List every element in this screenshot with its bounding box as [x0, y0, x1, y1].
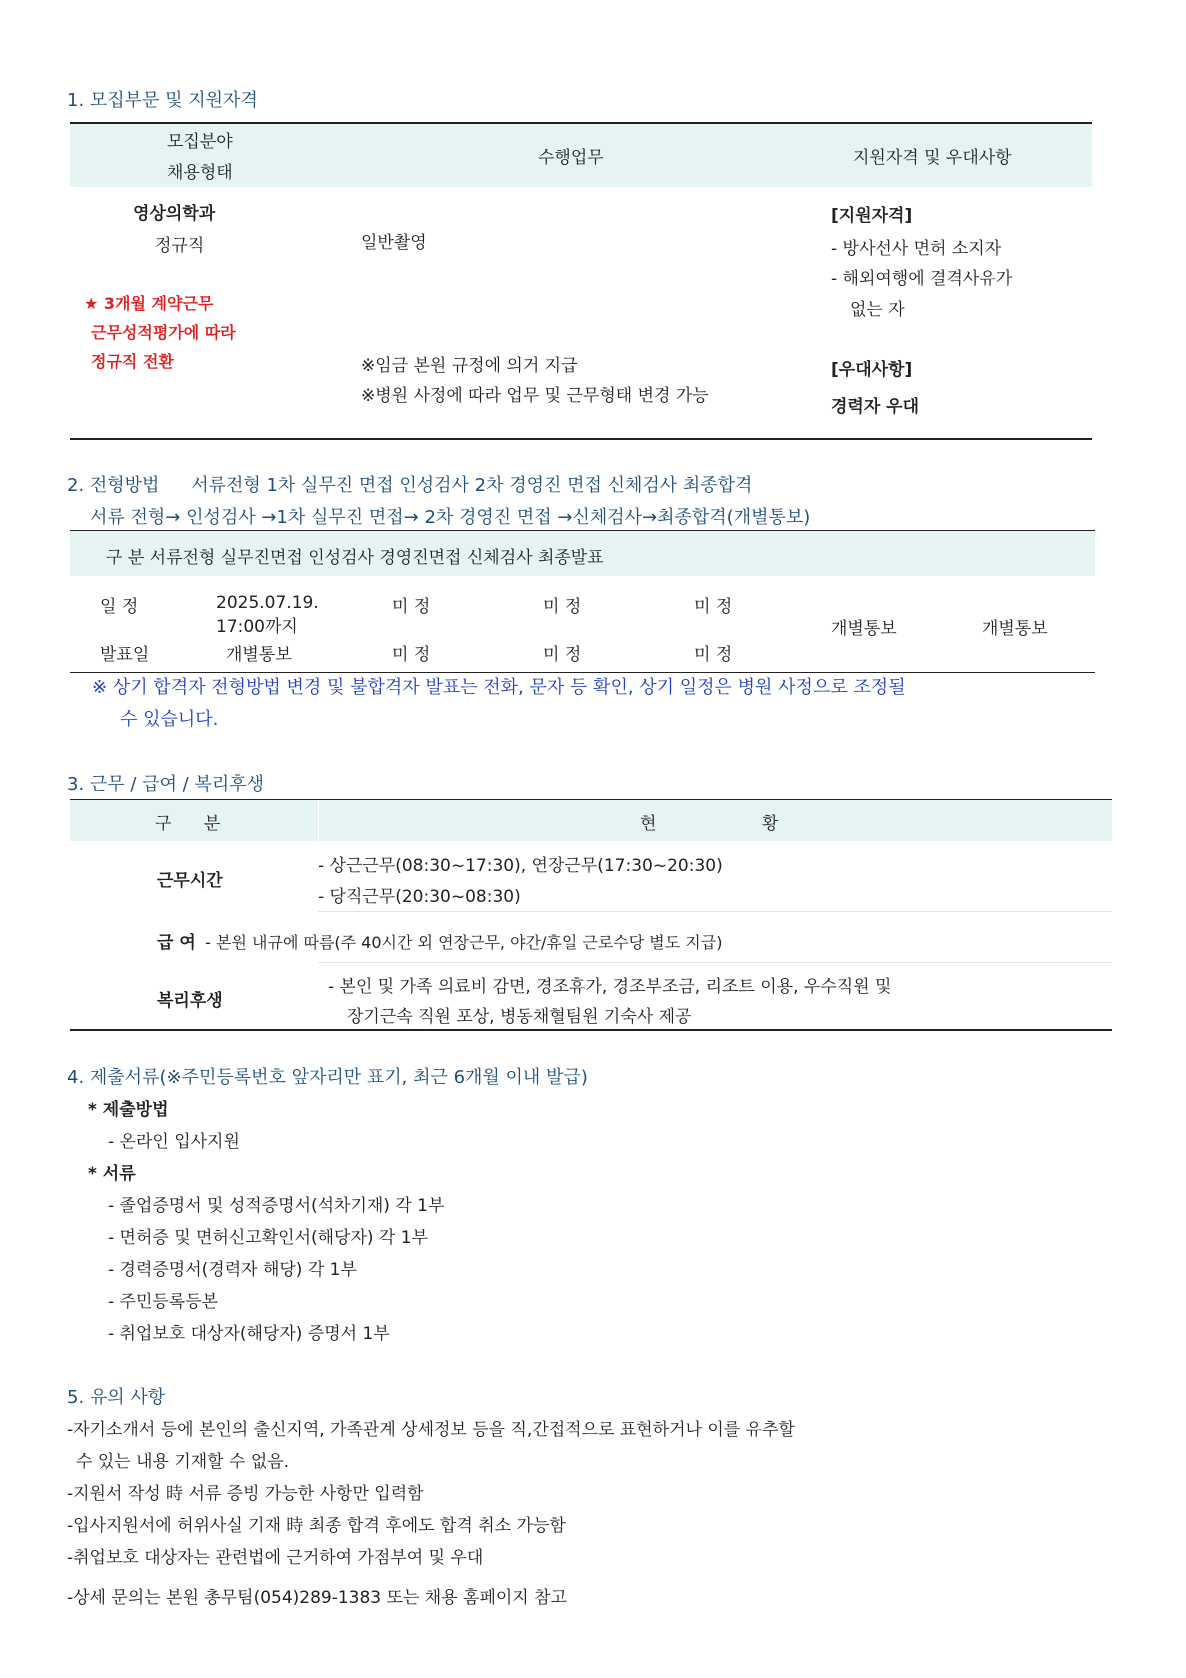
qualification-item: 없는 자 — [850, 300, 905, 320]
selection-flow: 서류 전형→ 인성검사 →1차 실무진 면접→ 2차 경영진 면접 →신체검사→최종합격(개별통보) — [90, 507, 811, 528]
announcement-cell: 미 정 — [392, 645, 431, 665]
table-3-bottom-rule — [70, 1029, 1112, 1031]
caution-line: -취업보호 대상자는 관련법에 근거하여 가점부여 및 우대 — [67, 1548, 484, 1568]
schedule-cell: 미 정 — [392, 597, 431, 617]
header-duty: 수행업무 — [538, 148, 604, 168]
caution-line: 수 있는 내용 기재할 수 없음. — [76, 1452, 290, 1472]
preference-title: [우대사항] — [831, 360, 913, 380]
header-status-b: 황 — [762, 814, 779, 834]
schedule-cell: 미 정 — [694, 597, 733, 617]
section-2-steps: 서류전형 1차 실무진 면접 인성검사 2차 경영진 면접 신체검사 최종합격 — [191, 475, 753, 496]
change-note: ※병원 사정에 따라 업무 및 근무형태 변경 가능 — [361, 386, 709, 406]
header-qualification: 지원자격 및 우대사항 — [853, 148, 1012, 168]
header-divider — [318, 800, 319, 841]
announcement-cell: 미 정 — [543, 645, 582, 665]
caution-line: -자기소개서 등에 본인의 출신지역, 가족관계 상세정보 등을 직,간접적으로 표현하거나 이를 유추할 — [67, 1420, 795, 1440]
header-type: 채용형태 — [167, 163, 233, 183]
contract-note: ★ 3개월 계약근무 — [84, 294, 214, 313]
document-item: - 면허증 및 면허신고확인서(해당자) 각 1부 — [108, 1228, 428, 1248]
announcement-cell: 개별통보 — [226, 645, 292, 665]
pay-note: ※임금 본원 규정에 의거 지급 — [361, 356, 578, 376]
contact-line: -상세 문의는 본원 총무팀(054)289-1383 또는 채용 홈페이지 참고 — [67, 1588, 567, 1608]
document-item: - 경력증명서(경력자 해당) 각 1부 — [108, 1260, 357, 1280]
caution-line: -지원서 작성 時 서류 증빙 가능한 사항만 입력함 — [67, 1484, 424, 1504]
row-divider — [318, 962, 1112, 963]
section-1-title: 1. 모집부문 및 지원자격 — [67, 90, 258, 111]
schedule-header: 구 분 서류전형 실무진면접 인성검사 경영진면접 신체검사 최종발표 — [106, 548, 604, 568]
work-hours-text: - 상근근무(08:30~17:30), 연장근무(17:30~20:30) — [318, 856, 723, 876]
welfare-label: 복리후생 — [157, 991, 223, 1011]
selection-notice: ※ 상기 합격자 전형방법 변경 및 불합격자 발표는 전화, 문자 등 확인, 상기 일정은 병원 사정으로 조정될 — [92, 677, 906, 698]
caution-line: -입사지원서에 허위사실 기재 時 최종 합격 후에도 합격 취소 가능함 — [67, 1516, 566, 1536]
welfare-text: - 본인 및 가족 의료비 감면, 경조휴가, 경조부조금, 리조트 이용, 우수직원 및 — [328, 977, 892, 997]
salary-row — [157, 928, 722, 953]
qualification-title: [지원자격] — [831, 206, 913, 226]
deadline-time: 17:00까지 — [216, 617, 298, 637]
contract-note-2: 근무성적평가에 따라 — [91, 323, 236, 342]
document-item: - 졸업증명서 및 성적증명서(석차기재) 각 1부 — [108, 1196, 445, 1216]
announcement-row-label: 발표일 — [100, 645, 150, 665]
welfare-text-2: 장기근속 직원 포상, 병동채혈팀원 기숙사 제공 — [347, 1007, 692, 1027]
header-category: 구 분 — [155, 814, 221, 834]
section-2-label: 2. 전형방법 — [67, 475, 160, 496]
section-5-title: 5. 유의 사항 — [67, 1387, 166, 1408]
selection-notice-2: 수 있습니다. — [120, 709, 219, 730]
section-3-title: 3. 근무 / 급여 / 복리후생 — [67, 774, 265, 795]
section-2-title — [67, 471, 752, 497]
work-hours-text: - 당직근무(20:30~08:30) — [318, 887, 521, 907]
schedule-merged-cell: 개별통보 — [831, 619, 897, 639]
header-status-a: 현 — [640, 814, 657, 834]
document-item: - 취업보호 대상자(해당자) 증명서 1부 — [108, 1324, 390, 1344]
document-item: - 주민등록등본 — [108, 1292, 219, 1312]
dept-name: 영상의학과 — [133, 204, 216, 224]
announcement-cell: 미 정 — [694, 645, 733, 665]
salary-label: 급 여 — [157, 933, 196, 953]
submission-method-item: - 온라인 입사지원 — [108, 1132, 240, 1152]
documents-title: * 서류 — [88, 1164, 136, 1184]
qualification-item: - 방사선사 면허 소지자 — [831, 239, 1002, 259]
duty-text: 일반촬영 — [361, 233, 427, 253]
employment-type: 정규직 — [155, 236, 205, 256]
row-divider — [318, 911, 1112, 912]
schedule-merged-cell: 개별통보 — [982, 619, 1048, 639]
schedule-cell: 미 정 — [543, 597, 582, 617]
deadline-date: 2025.07.19. — [216, 593, 319, 613]
schedule-row-label: 일 정 — [100, 597, 139, 617]
qualification-item: - 해외여행에 결격사유가 — [831, 269, 1013, 289]
salary-text: - 본원 내규에 따름(주 40시간 외 연장근무, 야간/휴일 근로수당 별도 지급) — [205, 933, 723, 952]
table-1-bottom-rule — [70, 438, 1092, 440]
contract-note-3: 정규직 전환 — [91, 352, 174, 371]
section-4-title: 4. 제출서류(※주민등록번호 앞자리만 표기, 최근 6개월 이내 발급) — [67, 1067, 588, 1088]
preference-item: 경력자 우대 — [831, 397, 920, 417]
work-hours-label: 근무시간 — [157, 871, 223, 891]
header-field: 모집분야 — [167, 132, 233, 152]
submission-method-title: * 제출방법 — [88, 1100, 169, 1120]
table-3-header — [70, 800, 1112, 841]
